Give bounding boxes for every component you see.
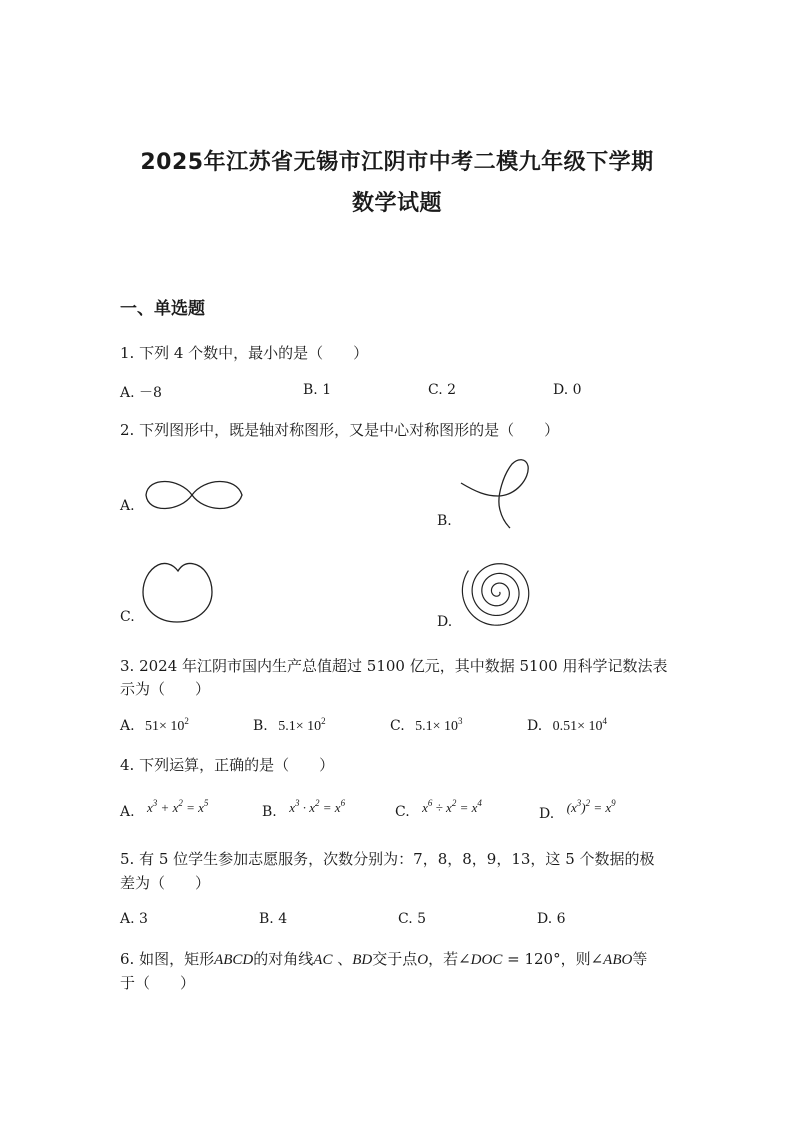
q6-text-4: 交于点 <box>372 950 418 968</box>
q6-var-abo: ABO <box>603 952 633 968</box>
option-label: C. <box>395 804 410 820</box>
question-4-option-d <box>539 798 616 822</box>
option-label: B. <box>253 718 268 734</box>
q6-var-abcd: ABCD <box>214 952 254 968</box>
question-3-option-c <box>390 716 463 735</box>
question-4-option-b <box>262 798 346 820</box>
question-5-stem-line-2: 差为（ ） <box>120 874 211 892</box>
q6-text-7: 等 <box>632 950 648 968</box>
option-d-exponent: 4 <box>602 716 608 726</box>
q6-var-doc: DOC <box>470 952 503 968</box>
infinity-figure-icon <box>140 470 250 520</box>
section-heading: 一、单选题 <box>120 299 205 319</box>
question-3-option-b <box>253 716 326 735</box>
question-1-option-b: B. 1 <box>303 382 332 398</box>
option-label: A. <box>120 804 135 820</box>
heart-figure-icon <box>140 558 220 628</box>
option-b-expression <box>278 716 326 734</box>
q6-text-5: ，若∠ <box>428 950 471 968</box>
page-title-line-2: 数学试题 <box>351 191 442 216</box>
q6-text-3: 、 <box>332 950 353 968</box>
option-c-expression: $x^6 \div x^2 = x^4$ <box>422 798 482 815</box>
question-1-stem: 1. 下列 4 个数中，最小的是（ ） <box>120 344 369 362</box>
option-b-expression: $x^3 \cdot x^2 = x^6$ <box>289 798 346 815</box>
question-5-option-c: C. 5 <box>398 911 427 927</box>
option-a-expression: $x^3 + x^2 = x^5$ <box>147 798 209 815</box>
question-2-stem: 2. 下列图形中，既是轴对称图形，又是中心对称图形的是（ ） <box>120 421 560 439</box>
option-a-expression <box>145 716 189 734</box>
q6-text-6: = 120°，则∠ <box>502 950 604 968</box>
option-c-exponent: 3 <box>458 716 463 726</box>
question-4-option-c <box>395 798 482 820</box>
question-6-stem-line-2: 于（ ） <box>120 974 196 992</box>
question-2-option-d-label: D. <box>437 614 453 630</box>
option-label: C. <box>390 718 405 734</box>
option-label: D. <box>539 806 555 822</box>
question-3-option-d <box>527 716 607 735</box>
question-5-stem-line-1: 5. 有 5 位学生参加志愿服务，次数分别为：7，8，8，9，13，这 5 个数据的极 <box>120 850 655 868</box>
q6-text-1: 6. 如图，矩形 <box>120 950 215 968</box>
q6-var-o: O <box>417 952 429 968</box>
option-d-base: 0.51× 10 <box>552 719 603 734</box>
question-6-stem-line-1 <box>120 948 647 969</box>
question-5-option-b: B. 4 <box>259 911 288 927</box>
spiral-figure-icon <box>458 555 538 629</box>
q6-text-2: 的对角线 <box>253 950 314 968</box>
question-2-option-b-label: B. <box>437 513 452 529</box>
question-4-option-a <box>120 798 209 820</box>
question-1-option-a: A. －8 <box>120 385 162 401</box>
question-3-option-a <box>120 716 189 735</box>
question-1-option-d: D. 0 <box>553 382 582 398</box>
option-label: D. <box>527 718 543 734</box>
question-2-option-a-label: A. <box>120 498 135 514</box>
q6-var-bd: BD <box>352 952 373 968</box>
question-5-option-a: A. 3 <box>120 911 148 927</box>
loop-curve-figure-icon <box>458 456 538 531</box>
question-1-option-c: C. 2 <box>428 382 457 398</box>
option-c-base: 5.1× 10 <box>415 719 459 734</box>
option-d-expression: $(x^3)^2 = x^9$ <box>566 798 616 815</box>
option-a-base: 51× 10 <box>145 719 185 734</box>
option-b-base: 5.1× 10 <box>278 719 322 734</box>
question-4-stem: 4. 下列运算，正确的是（ ） <box>120 756 335 774</box>
option-d-expression <box>552 716 608 734</box>
option-b-exponent: 2 <box>321 716 326 726</box>
question-5-option-d: D. 6 <box>537 911 566 927</box>
q6-var-ac: AC <box>313 952 333 968</box>
option-label: B. <box>262 804 277 820</box>
option-label: A. <box>120 718 135 734</box>
option-c-expression <box>415 716 463 734</box>
option-a-exponent: 2 <box>184 716 189 726</box>
question-3-stem-line-2: 示为（ ） <box>120 680 211 698</box>
page-title-line-1: 2025年江苏省无锡市江阴市中考二模九年级下学期 <box>140 150 654 175</box>
question-2-option-c-label: C. <box>120 609 135 625</box>
question-3-stem-line-1: 3. 2024 年江阴市国内生产总值超过 5100 亿元，其中数据 5100 用科学记数法表 <box>120 657 668 675</box>
